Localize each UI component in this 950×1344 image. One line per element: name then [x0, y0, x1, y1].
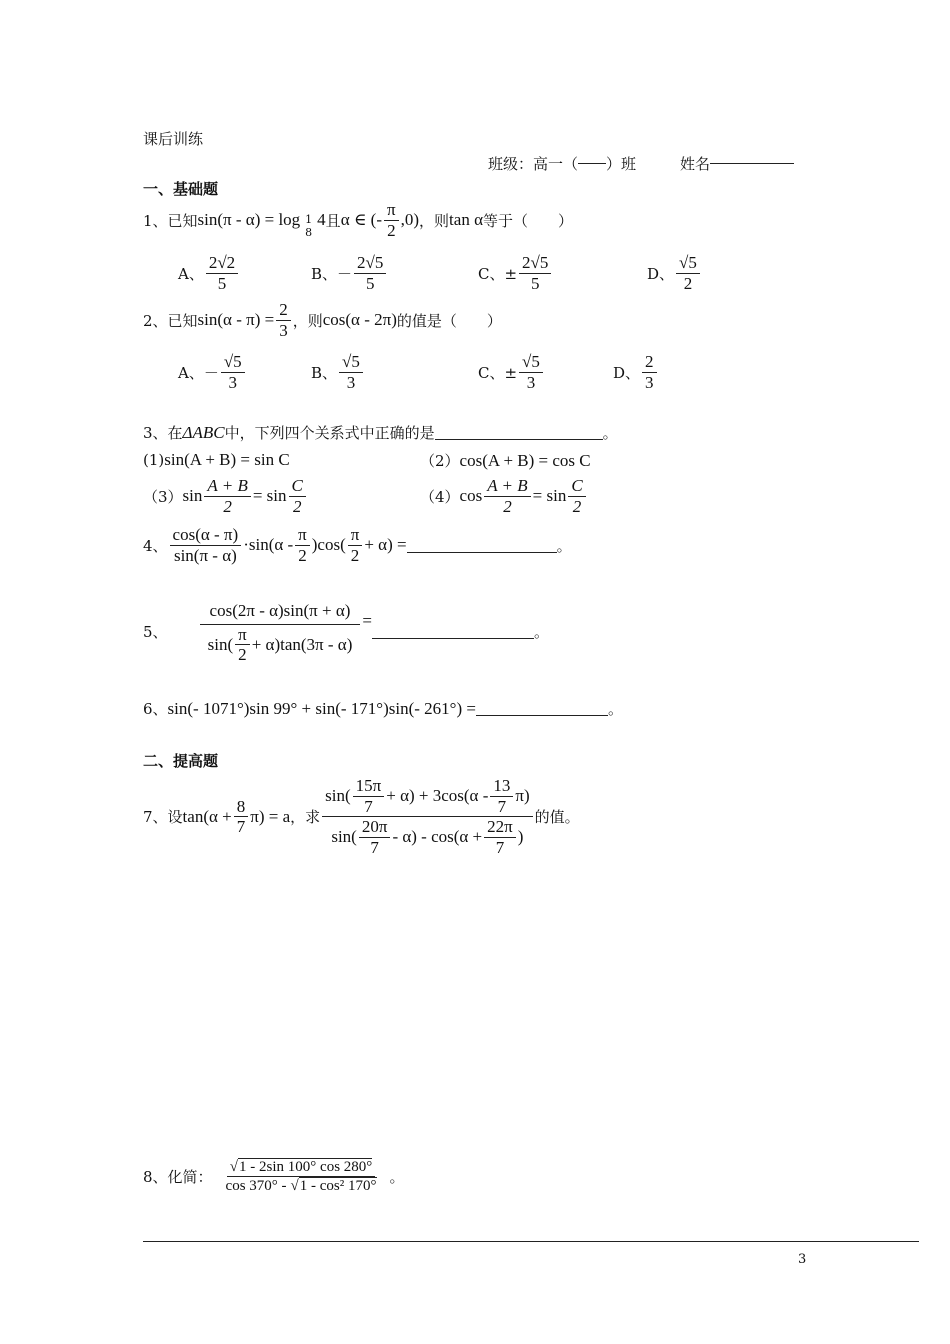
question-8: 8、化简： √ 1 - 2sin 100° cos 280° cos 370° - √ 1 - cos² 170° 。: [143, 1158, 405, 1195]
q5-answer-blank[interactable]: [372, 624, 534, 639]
q1-interval-end: ,0): [400, 210, 420, 230]
q1-alpha-in: α ∈ (-: [340, 210, 383, 230]
class-name-line: [488, 153, 794, 174]
q3-answer-blank[interactable]: [435, 425, 603, 440]
q3-relation-2: （2） cos(A + B) = cos C: [420, 450, 591, 470]
q4-answer-blank[interactable]: [407, 538, 557, 553]
q3-relation-4: （4） cos $\frac{A + B}{2}$ = sin $\frac{C}{2}$: [420, 476, 588, 516]
q1-and: 且: [325, 211, 341, 230]
class-label: 班级：高一（: [488, 155, 579, 173]
q2-option-b[interactable]: B、 $\frac{√5}{3}$: [311, 352, 365, 392]
q1-option-d[interactable]: D、 $\frac{√5}{2}$: [647, 253, 702, 293]
name-blank[interactable]: [710, 163, 794, 164]
q1-option-a[interactable]: A、 $\frac{2√2}{5}$: [178, 253, 240, 293]
q1-tan: tan α: [449, 210, 483, 230]
question-6: 6、 sin(- 1071°)sin 99° + sin(- 171°)sin(- 261°) = 。: [143, 698, 623, 718]
q2-option-d[interactable]: D、 $\frac{2}{3}$: [613, 352, 659, 392]
class-blank[interactable]: [578, 163, 606, 164]
q1-then: ，则: [419, 211, 450, 230]
question-3: 3、在 ΔABC 中，下列四个关系式中正确的是 。: [143, 422, 618, 442]
class-suffix: ）班: [606, 155, 637, 173]
question-4: 4、 $\frac{\cos(\alpha - \pi)}{\sin(\pi - \alpha)}$ ·sin(α - $\frac{\pi}{2}$ )cos( $\frac{\pi}{2}$ + α) = 。: [143, 525, 572, 565]
q1-lhs: sin(π - α) = log: [197, 210, 301, 230]
q1-option-c[interactable]: C、± $\frac{2√5}{5}$: [478, 253, 553, 293]
footer-rule: [143, 1241, 919, 1242]
q1-option-b[interactable]: B、－ $\frac{2√5}{5}$: [311, 253, 388, 293]
q1-log-base: 1 8: [305, 213, 313, 240]
section-basic-heading: 一、基础题: [143, 180, 219, 198]
section-advanced-heading: 二、提高题: [143, 752, 219, 770]
q1-number: 1、已知: [143, 211, 198, 230]
q3-relation-3: （3） sin $\frac{A + B}{2}$ = sin $\frac{C}{2}$: [143, 476, 308, 516]
q3-relation-1: (1) sin(A + B) = sin C: [143, 450, 290, 469]
name-label: 姓名: [680, 155, 711, 173]
page-title: 课后训练: [143, 130, 204, 148]
question-5: 5、 cos(2π - α)sin(π + α) sin( $\frac{\pi}{2}$ + α)tan(3π - α) = 。: [143, 598, 549, 665]
q2-option-c[interactable]: C、± $\frac{√5}{3}$: [478, 352, 545, 392]
q6-answer-blank[interactable]: [476, 701, 608, 716]
q1-log-arg: 4: [317, 210, 326, 230]
question-7: 7、设 tan(α + $\frac{8}{7}$ π) = a ，求 sin( $\frac{15\pi}{7}$ + α) + 3cos(α - $\frac{13}{7}$ π) sin( $\frac{20\pi}{7}$ - α) - cos(α + $\frac{22\pi}{7}$ ) 的值。: [143, 776, 580, 857]
question-2: 2、已知 sin(α - π) = $\frac{2}{3}$ ，则 cos(α - 2π) 的值是（ ）: [143, 300, 502, 340]
q1-pi-over-2: $\frac{\pi}{2}$: [384, 200, 399, 240]
question-1: [143, 200, 573, 240]
q2-option-a[interactable]: A、－ $\frac{√5}{3}$: [178, 352, 247, 392]
page-number: 3: [798, 1252, 807, 1267]
q1-ask: 等于（ ）: [482, 211, 573, 230]
